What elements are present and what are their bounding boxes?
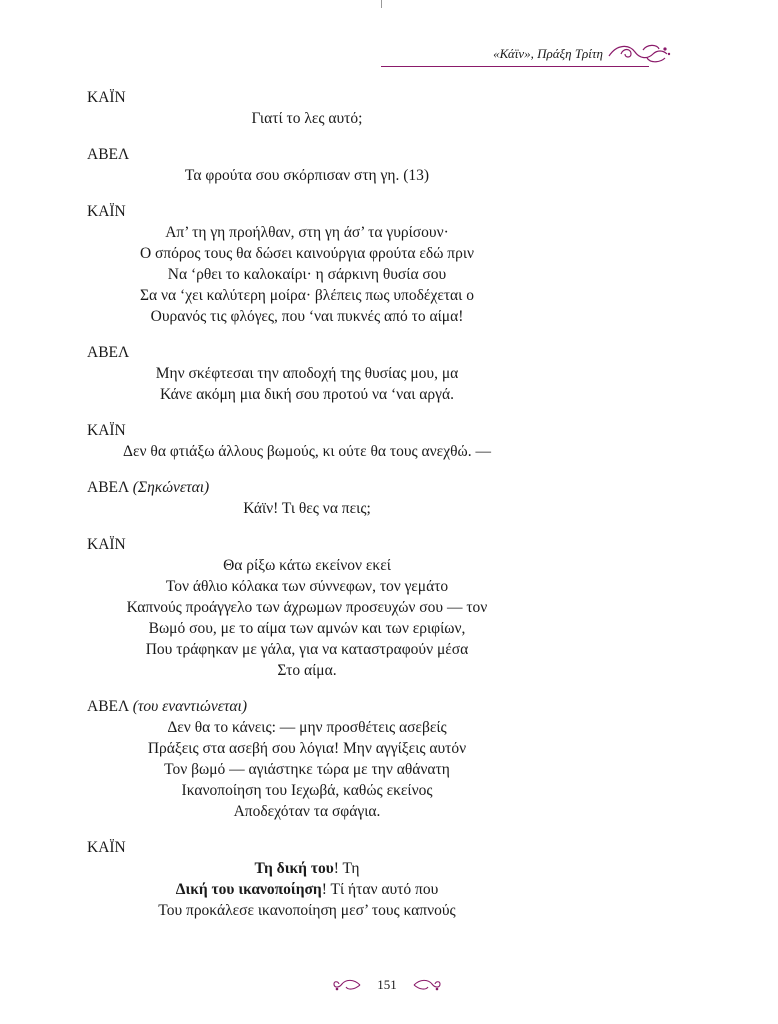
speech-block	[87, 202, 687, 327]
verse-line: Αποδεχόταν τα σφάγια.	[233, 803, 381, 820]
verse-line: Μην σκέφτεσαι την αποδοχή της θυσίας μου, μα	[155, 365, 459, 382]
speech-block	[87, 88, 687, 129]
emphasis-text: Δική του ικανοποίηση	[175, 881, 322, 898]
verse-text: ! Τί ήταν αυτό που	[321, 881, 439, 898]
verse-line: Ικανοποίηση του Ιεχωβά, καθώς εκείνος	[181, 782, 433, 799]
speech-block	[87, 838, 687, 921]
verse-line: Γιατί το λες αυτό;	[251, 110, 363, 127]
play-text	[87, 88, 687, 937]
speaker-heading	[87, 145, 687, 165]
speaker-heading	[87, 202, 687, 222]
verse-line: Καπνούς προάγγελο των άχρωμων προσευχών σου — τον	[126, 599, 488, 616]
speech-block	[87, 421, 687, 462]
stage-direction: (Σηκώνεται)	[132, 479, 210, 496]
speaker-heading	[87, 535, 687, 555]
speaker-heading	[87, 421, 687, 441]
speaker-name: ΚΑΪΝ	[87, 89, 126, 106]
verse-line: Στο αίμα.	[277, 662, 337, 679]
top-crop-mark	[381, 0, 382, 8]
speech-block	[87, 145, 687, 186]
verse-line	[87, 858, 527, 879]
speaker-heading	[87, 343, 687, 363]
verse-line: Σα να ‘χει καλύτερη μοίρα· βλέπεις πως υποδέχεται ο	[140, 287, 474, 304]
verse-line: Τον άθλιο κόλακα των σύννεφων, τον γεμάτο	[165, 578, 449, 595]
speaker-name: ΑΒΕΛ	[87, 698, 129, 715]
header-ornament-icon	[607, 40, 671, 68]
running-header	[381, 40, 681, 70]
footer-ornament-right-icon	[412, 978, 442, 992]
speech-block	[87, 478, 687, 519]
page-number: 151	[377, 977, 397, 992]
speaker-name: ΑΒΕΛ	[87, 146, 130, 163]
verse-line: Που τράφηκαν με γάλα, για να καταστραφούν μέσα	[145, 641, 469, 658]
header-rule	[381, 66, 649, 67]
speaker-heading	[87, 478, 687, 498]
verse-line: Απ’ τη γη προήλθαν, στη γη άσ’ τα γυρίσουν·	[165, 224, 449, 241]
speaker-name: ΑΒΕΛ	[87, 479, 129, 496]
speaker-name: ΚΑΪΝ	[87, 203, 126, 220]
stage-direction: (του εναντιώνεται)	[132, 698, 247, 715]
verse-line: Πράξεις στα ασεβή σου λόγια! Μην αγγίξεις αυτόν	[147, 740, 467, 757]
speaker-name: ΚΑΪΝ	[87, 422, 126, 439]
page-footer	[332, 975, 442, 995]
speaker-heading: ΚΑΪΝ	[87, 839, 126, 856]
verse-text: ! Τη	[333, 860, 360, 877]
speech-block	[87, 535, 687, 681]
verse-line	[87, 879, 527, 900]
speaker-name: ΑΒΕΛ	[87, 344, 130, 361]
verse-line: Ουρανός τις φλόγες, που ‘ναι πυκνές από το αίμα!	[150, 308, 464, 325]
header-title: «Κάϊν», Πράξη Τρίτη	[493, 46, 603, 61]
verse-line: Θα ρίξω κάτω εκείνον εκεί	[223, 557, 391, 574]
speech-block	[87, 343, 687, 405]
speaker-heading	[87, 697, 687, 717]
verse-line: Τα φρούτα σου σκόρπισαν στη γη. (13)	[184, 167, 430, 184]
verse-line: Να ‘ρθει το καλοκαίρι· η σάρκινη θυσία σου	[167, 266, 447, 283]
verse-line: Βωμό σου, με το αίμα των αμνών και των εριφίων,	[148, 620, 466, 637]
verse-line: Τον βωμό — αγιάστηκε τώρα με την αθάνατη	[164, 761, 450, 778]
verse-line: Δεν θα φτιάξω άλλους βωμούς, κι ούτε θα τους ανεχθώ. —	[123, 443, 491, 460]
speaker-name: ΚΑΪΝ	[87, 536, 126, 553]
verse-line: Κάνε ακόμη μια δική σου προτού να ‘ναι αργά.	[159, 386, 455, 403]
verse-line: Δεν θα το κάνεις: — μην προσθέτεις ασεβείς	[167, 719, 447, 736]
verse-line: Του προκάλεσε ικανοποίηση μεσ’ τους καπνούς	[158, 902, 456, 919]
speech-block	[87, 697, 687, 822]
emphasis-text: Τη δική του	[254, 860, 334, 877]
verse-line: Ο σπόρος τους θα δώσει καινούργια φρούτα εδώ πριν	[139, 245, 475, 262]
speaker-heading	[87, 88, 687, 108]
verse-line: Κάϊν! Τι θες να πεις;	[243, 500, 371, 517]
